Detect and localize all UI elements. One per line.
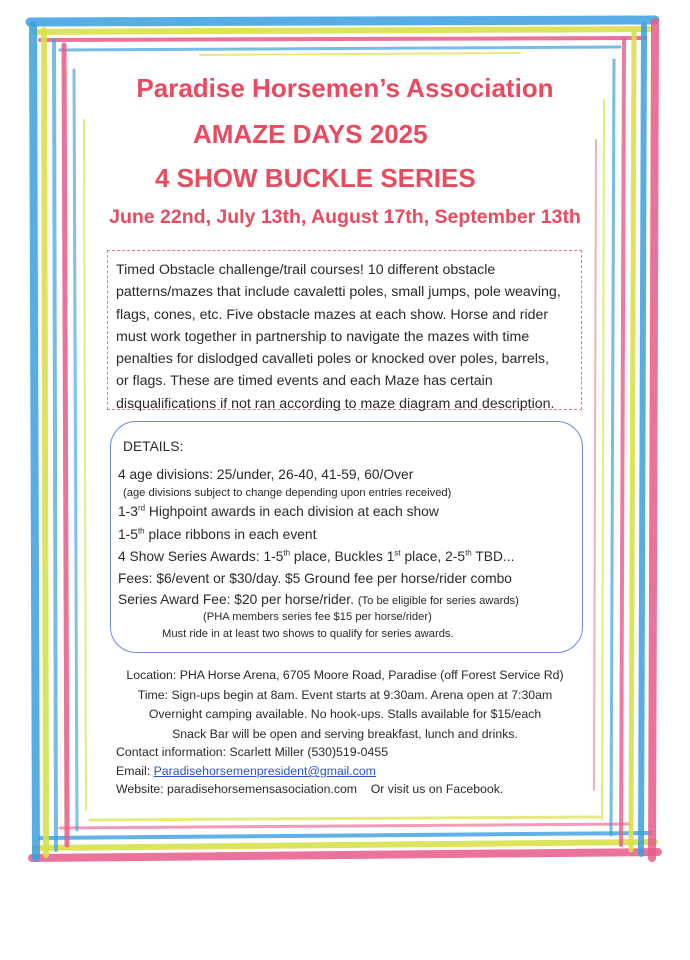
intro-line: or flags. These are timed events and each Maze has certain xyxy=(116,373,493,390)
intro-line: penalties for dislodged cavalleti poles or knocked over poles, barrels, xyxy=(116,351,549,368)
association-title: Paradise Horsemen’s Association xyxy=(136,73,554,103)
intro-line: Timed Obstacle challenge/trail courses! 10 different obstacle xyxy=(116,262,496,278)
series-awards: 4 Show Series Awards: 1-5th place, Buckles 1st place, 2-5th TBD... xyxy=(118,548,515,564)
pha-member-fee: (PHA members series fee $15 per horse/rider) xyxy=(203,611,432,623)
email-link[interactable]: Paradisehorsemenpresident@gmail.com xyxy=(153,764,376,778)
details-heading: DETAILS: xyxy=(123,439,184,454)
event-dates: June 22nd, July 13th, August 17th, September 13th xyxy=(109,206,581,228)
fees: Fees: $6/event or $30/day. $5 Ground fee per horse/rider combo xyxy=(118,571,512,586)
intro-line: patterns/mazes that include cavaletti poles, small jumps, pole weaving, xyxy=(116,284,561,301)
place-ribbons: 1-5th place ribbons in each event xyxy=(118,526,317,542)
qualify-rule: Must ride in at least two shows to qualify for series awards. xyxy=(162,628,454,640)
event-title: AMAZE DAYS 2025 xyxy=(193,119,428,149)
email-label: Email: xyxy=(116,764,154,778)
intro-line: flags, cones, etc. Five obstacle mazes at each show. Horse and rider xyxy=(116,306,549,323)
highpoint-awards: 1-3rd Highpoint awards in each division at each show xyxy=(118,503,439,519)
series-award-fee: Series Award Fee: $20 per horse/rider. (To be eligible for series awards) xyxy=(118,592,519,607)
email-row xyxy=(116,764,376,778)
intro-line: disqualifications if not ran according to maze diagram and description. xyxy=(116,395,555,412)
age-divisions: 4 age divisions: 25/under, 26-40, 41-59, 60/Over xyxy=(118,467,414,482)
snack-bar-info: Snack Bar will be open and serving breakfast, lunch and drinks. xyxy=(172,727,518,741)
website-info: Website: paradisehorsemensasociation.com Or visit us on Facebook. xyxy=(116,782,504,796)
camping-info: Overnight camping available. No hook-ups. Stalls available for $15/each xyxy=(148,707,542,721)
intro-box xyxy=(107,250,582,410)
series-title: 4 SHOW BUCKLE SERIES xyxy=(155,163,476,193)
event-time: Time: Sign-ups begin at 8am. Event starts at 9:30am. Arena open at 7:30am xyxy=(137,688,553,702)
location: Location: PHA Horse Arena, 6705 Moore Road, Paradise (off Forest Service Rd) xyxy=(126,668,564,682)
contact-info: Contact information: Scarlett Miller (530)519-0455 xyxy=(116,745,389,759)
intro-line: must work together in partnership to navigate the mazes with time xyxy=(116,328,530,345)
age-divisions-note: (age divisions subject to change depending upon entries received) xyxy=(123,487,452,499)
